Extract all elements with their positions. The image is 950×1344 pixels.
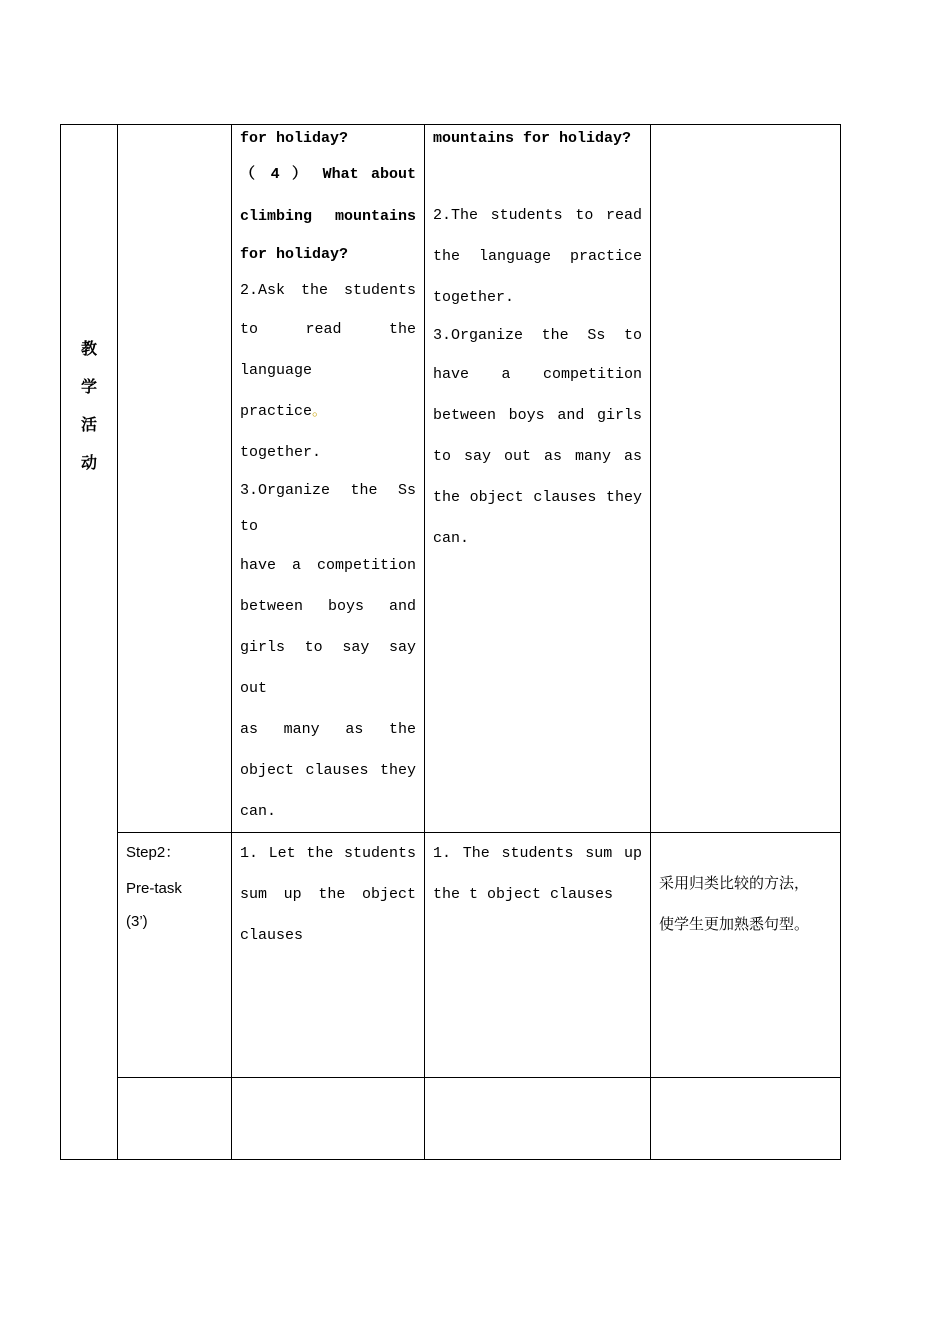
student-text-line: between boys and girls xyxy=(433,407,642,424)
teacher-text-line: 1. Let the students xyxy=(240,845,416,862)
question-4-line2: climbing mountains xyxy=(240,208,416,225)
student-text-line: to say out as many as xyxy=(433,448,642,465)
question-word: What xyxy=(322,166,359,183)
student-text-line: 1. The students sum up xyxy=(433,845,642,862)
empty-cell xyxy=(651,1078,841,1160)
student-text-line: the object clauses they xyxy=(433,489,642,506)
teacher-text-line: as many as the xyxy=(240,721,416,738)
section-label-char: 动 xyxy=(80,453,97,472)
teacher-text-line: girls to say say out xyxy=(240,639,416,697)
teacher-text-line: have a competition xyxy=(240,557,416,574)
punct-mark: 。 xyxy=(312,403,328,420)
section-label-char: 学 xyxy=(80,377,97,396)
question-tail: mountains for holiday? xyxy=(433,130,632,147)
step-title: Step2： xyxy=(126,844,181,861)
lesson-plan-table xyxy=(60,124,841,1160)
question-tail: for holiday? xyxy=(240,130,349,147)
question-4-line1 xyxy=(240,153,416,196)
table-row xyxy=(61,833,841,1078)
text-fragment: practice xyxy=(240,403,313,420)
step-time: (3’) xyxy=(126,913,148,930)
spacer xyxy=(433,153,642,195)
step-cell xyxy=(118,833,232,1078)
student-text-line: 3.Organize the Ss to xyxy=(433,327,642,344)
teacher-activity-cell xyxy=(232,833,425,1078)
student-text-line: the language practice xyxy=(433,248,642,265)
student-text-line: the t object clauses xyxy=(433,886,614,903)
student-text-line: together. xyxy=(433,289,515,306)
student-activity-cell xyxy=(425,125,651,833)
table-row xyxy=(61,125,841,833)
question-number: （ 4 ） xyxy=(240,166,311,183)
text-fragment: together. xyxy=(240,444,322,461)
purpose-cell xyxy=(651,833,841,1078)
teacher-text-line xyxy=(240,391,416,473)
teacher-text-line: to read the language xyxy=(240,321,416,379)
student-text-line: can. xyxy=(433,530,470,547)
purpose-cell-empty xyxy=(651,125,841,833)
question-word: about xyxy=(370,166,416,183)
teacher-text-line: between boys and xyxy=(240,598,416,615)
teacher-text-line: object clauses they xyxy=(240,762,416,779)
table-row xyxy=(61,1078,841,1160)
student-text-line: have a competition xyxy=(433,366,642,383)
empty-cell xyxy=(118,1078,232,1160)
teacher-text-line: sum up the object xyxy=(240,886,416,903)
section-label-char: 活 xyxy=(80,415,97,434)
teacher-text-line: clauses xyxy=(240,927,304,944)
purpose-text-line: 使学生更加熟悉句型。 xyxy=(659,915,810,933)
step-name: Pre-task xyxy=(126,880,182,897)
teacher-text-line: 3.Organize the Ss to xyxy=(240,482,416,535)
student-activity-cell xyxy=(425,833,651,1078)
student-text-line: 2.The students to read xyxy=(433,207,642,224)
empty-cell xyxy=(232,1078,425,1160)
teacher-activity-cell xyxy=(232,125,425,833)
step-cell-empty xyxy=(118,125,232,833)
empty-cell xyxy=(425,1078,651,1160)
section-label-cell xyxy=(61,125,118,1160)
teacher-text-line: 2.Ask the students xyxy=(240,282,416,299)
teacher-text-line: can. xyxy=(240,803,277,820)
section-label-char: 教 xyxy=(80,339,97,358)
purpose-text-line: 采用归类比较的方法， xyxy=(659,874,810,892)
question-4-line3: for holiday? xyxy=(240,246,349,263)
